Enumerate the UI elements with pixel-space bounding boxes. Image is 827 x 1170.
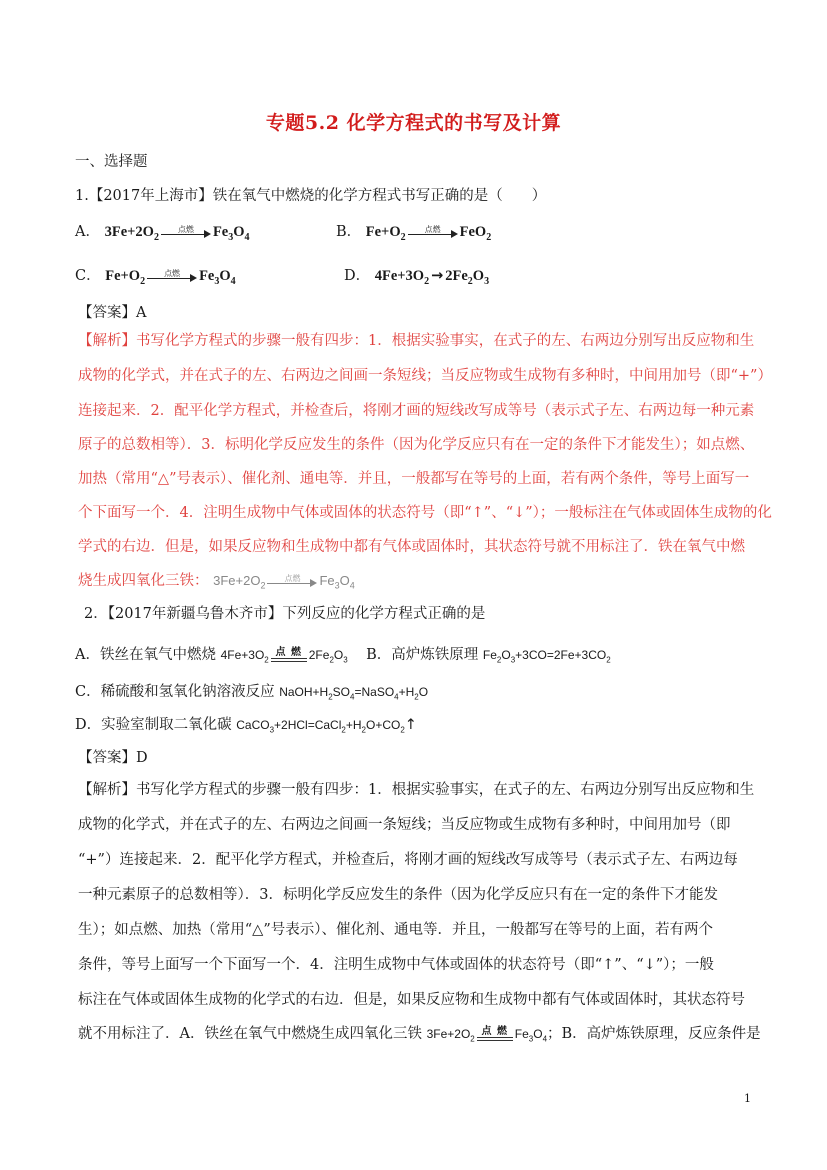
q2-analysis-line: 成物的化学式，并在式子的左、右两边之间画一条短线；当反应物或生成物有多种时，中间用加号（即 xyxy=(78,817,731,833)
q1-analysis-line: 【解析】书写化学方程式的步骤一般有四步：1．根据实验事实，在式子的左、右两边分别写出反应物和生 xyxy=(78,333,755,349)
q1-analysis-line: 原子的总数相等）．3．标明化学反应发生的条件（因为化学反应只有在一定的条件下才能发生）；如点燃、 xyxy=(78,437,755,453)
q1-analysis-line: 成物的化学式，并在式子的左、右两边之间画一条短线；当反应物或生成物有多种时，中间用加号（即“+”） xyxy=(78,368,772,384)
q2-analysis-line: 一种元素原子的总数相等）．3．标明化学反应发生的条件（因为化学反应只有在一定的条件下才能发 xyxy=(78,887,718,903)
question-2-stem: 2．【2017年新疆乌鲁木齐市】下列反应的化学方程式正确的是 xyxy=(84,606,486,622)
q1-analysis-line: 个下面写一个．4．注明生成物中气体或固体的状态符号（即“↑”、“↓”）；一般标注在气体或固体生成物的化 xyxy=(78,505,772,521)
q2-option-d: D．实验室制取二氧化碳 $CaCO_3+2HCl=CaCl_2+H_2O+CO_2↑$ xyxy=(75,717,417,735)
q1-analysis-line: 学式的右边．但是，如果反应物和生成物中都有气体或固体时，其状态符号就不用标注了．铁在氧气中燃 xyxy=(78,539,745,555)
q2-analysis-last-line: 就不用标注了．A．铁丝在氧气中燃烧生成四氧化三铁 $3Fe+2O_2$ 点 燃 $Fe_3O_4$；B．高炉炼铁原理，反应条件是 xyxy=(78,1025,761,1044)
q2-analysis-line: 标注在气体或固体生成物的化学式的右边．但是，如果反应物和生成物中都有气体或固体时，其状态符号 xyxy=(78,992,745,1008)
q1-option-d: D． $4Fe+3O_2 \to 2Fe_2O_3$ xyxy=(344,268,490,287)
q2-answer: 【答案】D xyxy=(78,750,148,766)
q2-analysis-line: 条件，等号上面写一个下面写一个．4．注明生成物中气体或固体的状态符号（即“↑”、“↓”）；一般 xyxy=(78,957,714,973)
q1-analysis-last-line: 烧生成四氧化三铁： $3Fe+2O_2$ 点燃 $Fe_3O_4$ xyxy=(78,573,355,591)
question-1-stem: 1.【2017年上海市】铁在氧气中燃烧的化学方程式书写正确的是（ ） xyxy=(75,188,547,204)
q1-analysis-line: 加热（常用“△”号表示）、催化剂、通电等．并且，一般都写在等号的上面，若有两个条件，等号上面写一 xyxy=(78,471,750,487)
q2-analysis-line: 【解析】书写化学方程式的步骤一般有四步：1．根据实验事实，在式子的左、右两边分别写出反应物和生 xyxy=(78,782,755,798)
page-number: 1 xyxy=(744,1092,751,1105)
q1-option-b: B． $Fe+O_2$ 点燃 FeO$_2$ xyxy=(336,224,492,243)
q2-option-a-b: A．铁丝在氧气中燃烧 $4Fe+3O_2$ 点 燃 $2Fe_2O_3$ B．高炉炼铁原理 $Fe_2O_3+3CO=2Fe+3CO_2$ xyxy=(75,646,611,665)
q2-option-c: C．稀硫酸和氢氧化钠溶液反应 $NaOH+H_2SO_4=NaSO_4+H_2O$ xyxy=(75,684,429,702)
section-heading: 一、选择题 xyxy=(75,154,148,170)
q1-answer: 【答案】A xyxy=(78,305,147,321)
page-title: 专题5.2 化学方程式的书写及计算 xyxy=(265,112,562,134)
q1-option-c: C． $Fe+O_2$ 点燃 $Fe_3O_4$ xyxy=(75,268,236,287)
q2-analysis-line: “+”）连接起来．2．配平化学方程式，并检查后，将刚才画的短线改写成等号（表示式子左、右两边每 xyxy=(78,852,738,868)
q2-analysis-line: 生）；如点燃、加热（常用“△”号表示）、催化剂、通电等．并且，一般都写在等号的上面，若有两个 xyxy=(78,922,713,938)
q1-option-a: A． $3Fe+2O_2$ 点燃 $Fe_3O_4$ xyxy=(75,224,250,243)
q1-analysis-line: 连接起来．2．配平化学方程式，并检查后，将刚才画的短线改写成等号（表示式子左、右两边每一种元素 xyxy=(78,403,755,419)
